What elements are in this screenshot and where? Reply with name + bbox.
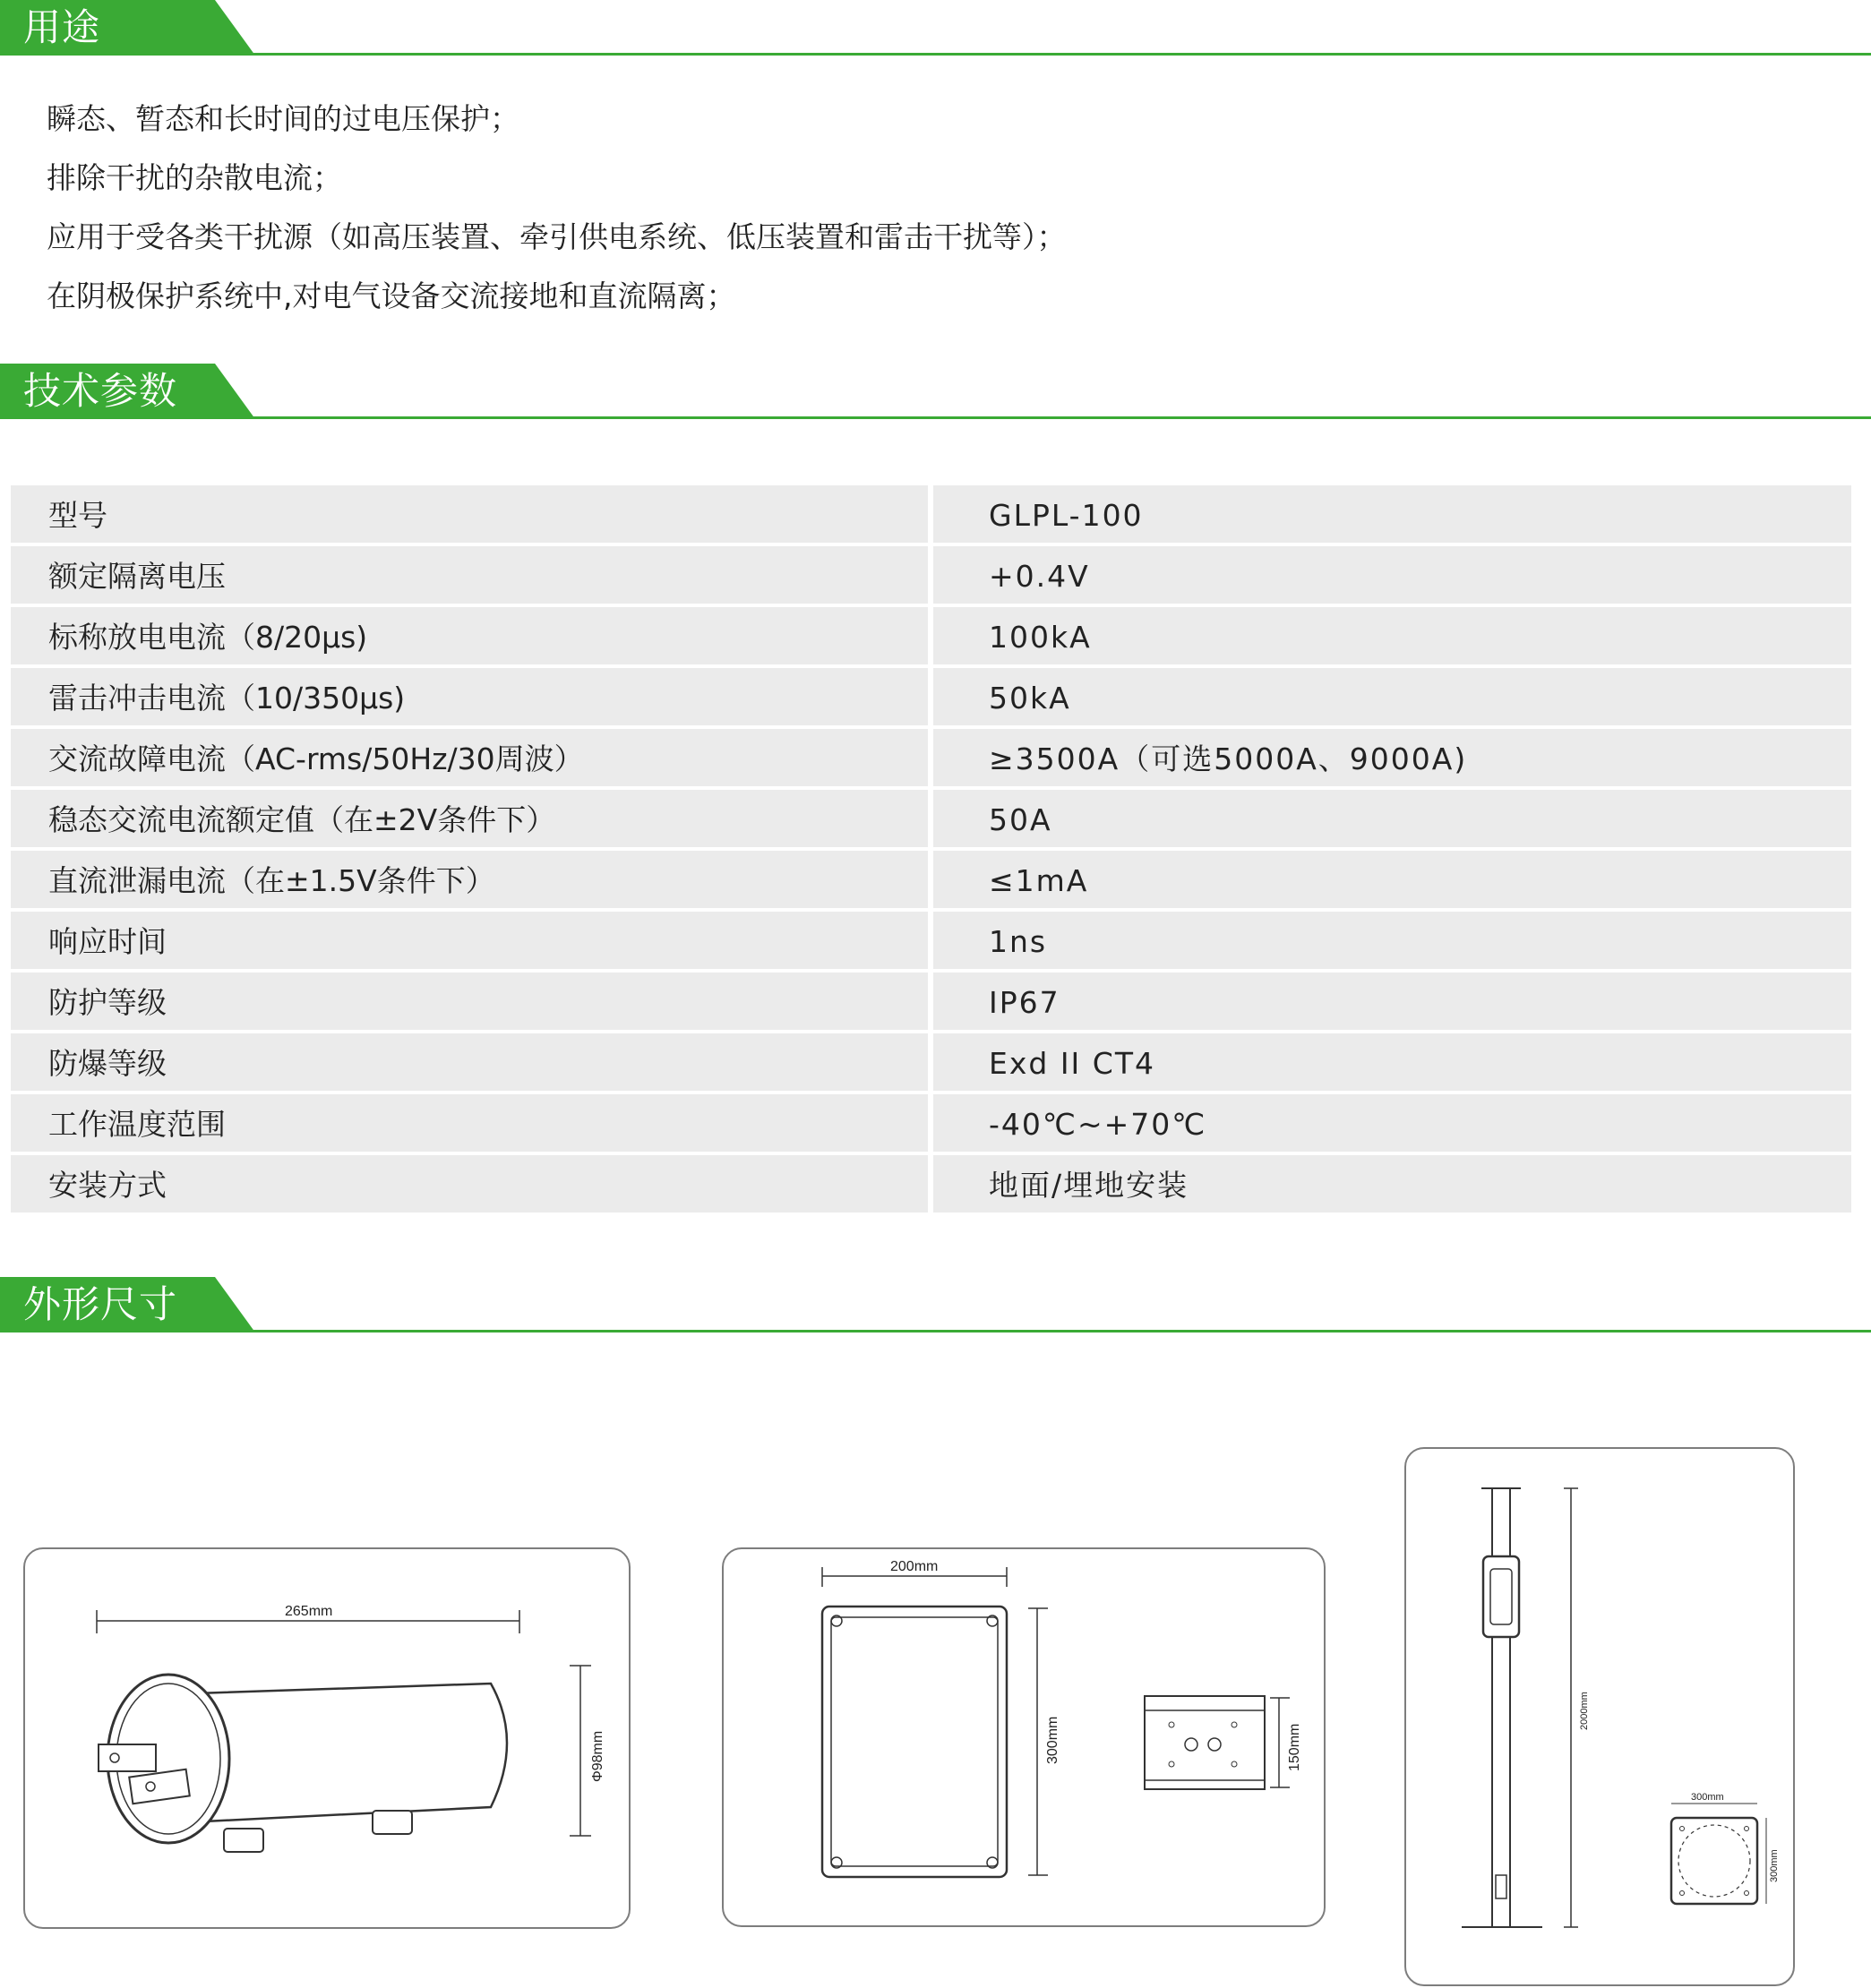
box-width-label: 200mm xyxy=(890,1559,939,1574)
spec-label: 标称放电电流（8/20μs) xyxy=(48,620,368,655)
spec-label: 额定隔离电压 xyxy=(48,559,226,594)
section-title-dimensions: 外形尺寸 xyxy=(23,1282,178,1326)
base-depth-label: 300mm xyxy=(1769,1849,1780,1882)
length-label: 265mm xyxy=(285,1604,333,1619)
usage-line: 瞬态、暂态和长时间的过电压保护； xyxy=(47,101,519,136)
section-header-specs xyxy=(0,364,1871,421)
spec-label: 稳态交流电流额定值（在±2V条件下） xyxy=(48,802,556,837)
box-drawing xyxy=(724,1549,1324,1925)
spec-row xyxy=(11,485,1851,543)
spec-row xyxy=(11,1033,1851,1091)
spec-label: 直流泄漏电流（在±1.5V条件下） xyxy=(48,863,495,898)
drawing-panel-pole xyxy=(1404,1447,1795,1986)
drawing-panel-cylinder xyxy=(23,1547,631,1929)
section-tab xyxy=(0,0,260,56)
pole-height-label: 2000mm xyxy=(1579,1692,1590,1730)
section-header-usage xyxy=(0,0,1871,57)
cylinder-drawing xyxy=(25,1549,629,1927)
spec-value: GLPL-100 xyxy=(989,498,1144,533)
spec-label: 工作温度范围 xyxy=(48,1107,226,1142)
usage-line: 应用于受各类干扰源（如高压装置、牵引供电系统、低压装置和雷击干扰等）； xyxy=(47,219,1067,254)
spec-value: 地面/埋地安装 xyxy=(989,1168,1189,1203)
spec-value: -40℃~+70℃ xyxy=(989,1107,1207,1142)
section-header-dimensions xyxy=(0,1277,1871,1334)
spec-value: ≥3500A（可选5000A、9000A) xyxy=(989,741,1468,776)
spec-row xyxy=(11,790,1851,847)
spec-label: 响应时间 xyxy=(48,924,167,959)
pole-drawing xyxy=(1406,1449,1793,1984)
spec-row xyxy=(11,912,1851,969)
spec-label: 防爆等级 xyxy=(48,1046,167,1081)
diameter-label: Φ98mm xyxy=(590,1730,605,1782)
spec-table xyxy=(11,485,1851,1216)
spec-value: IP67 xyxy=(989,985,1060,1020)
spec-row xyxy=(11,729,1851,786)
spec-value: ≤1mA xyxy=(989,863,1089,898)
section-tab xyxy=(0,1277,260,1332)
spec-label: 防护等级 xyxy=(48,985,167,1020)
spec-row xyxy=(11,851,1851,908)
section-tab xyxy=(0,364,260,419)
section-rule xyxy=(224,1330,1871,1332)
bracket-height-label: 150mm xyxy=(1287,1723,1302,1771)
spec-label: 型号 xyxy=(48,498,107,533)
drawing-panel-box xyxy=(722,1547,1326,1927)
spec-row xyxy=(11,546,1851,604)
spec-row xyxy=(11,1155,1851,1213)
section-rule xyxy=(224,53,1871,56)
usage-list xyxy=(47,90,1067,326)
spec-row xyxy=(11,607,1851,664)
spec-label: 安装方式 xyxy=(48,1168,167,1203)
spec-value: 50A xyxy=(989,802,1052,837)
section-title-usage: 用途 xyxy=(23,5,101,49)
box-height-label: 300mm xyxy=(1045,1716,1060,1764)
spec-value: 100kA xyxy=(989,620,1092,655)
spec-value: +0.4V xyxy=(989,559,1090,594)
spec-row xyxy=(11,1094,1851,1152)
spec-label: 交流故障电流（AC-rms/50Hz/30周波） xyxy=(48,741,584,776)
spec-row xyxy=(11,668,1851,725)
usage-line: 排除干扰的杂散电流； xyxy=(47,160,342,195)
base-width-label: 300mm xyxy=(1691,1792,1724,1803)
usage-line: 在阴极保护系统中,对电气设备交流接地和直流隔离； xyxy=(47,278,736,313)
spec-row xyxy=(11,973,1851,1030)
spec-value: 1ns xyxy=(989,924,1048,959)
spec-value: 50kA xyxy=(989,681,1071,716)
section-rule xyxy=(224,416,1871,419)
spec-label: 雷击冲击电流（10/350μs) xyxy=(48,681,406,716)
section-title-specs: 技术参数 xyxy=(23,369,178,413)
spec-value: Exd II CT4 xyxy=(989,1046,1155,1081)
